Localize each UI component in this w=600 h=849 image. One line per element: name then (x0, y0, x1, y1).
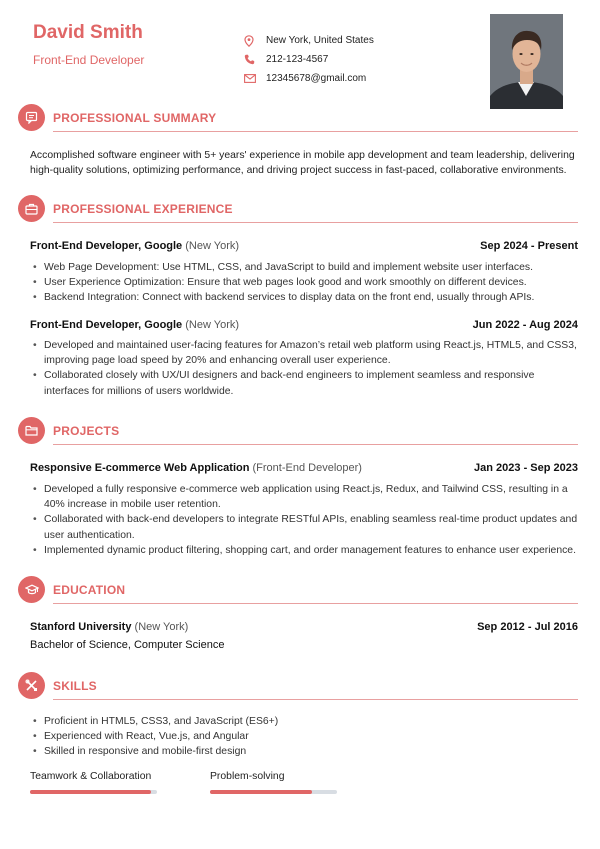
phone-text: 212-123-4567 (266, 54, 329, 65)
location-text: New York, United States (266, 35, 374, 46)
section-title: EDUCATION (53, 583, 126, 597)
skill-level-fill (30, 790, 151, 794)
list-item: • Skilled in responsive and mobile-first design (30, 744, 578, 759)
candidate-role: Front-End Developer (33, 53, 145, 67)
job-location: (New York) (185, 319, 240, 331)
skill-label: Teamwork & Collaboration (30, 771, 152, 782)
job-bullets (30, 338, 578, 399)
section-title: PROFESSIONAL SUMMARY (53, 111, 217, 125)
mail-icon (244, 74, 266, 83)
job-header (30, 319, 578, 331)
tools-icon (18, 672, 45, 699)
contact-phone (244, 50, 374, 69)
job-bullets (30, 260, 578, 306)
section-divider (53, 444, 578, 445)
summary-line: Accomplished software engineer with 5+ years' experience in mobile app development and team leadership, delivering (30, 150, 575, 161)
section-divider (53, 131, 578, 132)
list-item: • Implemented dynamic product filtering, shopping cart, and order management features to enhance user experience. (30, 543, 578, 558)
list-item: • Backend Integration: Connect with backend services to display data on the front end, usually through APIs. (30, 290, 578, 305)
section-skills-header (18, 672, 578, 702)
section-summary-header (18, 104, 578, 134)
list-item: • Proficient in HTML5, CSS3, and JavaScript (ES6+) (30, 714, 578, 729)
summary-text (30, 148, 575, 178)
list-item: • Collaborated with back-end developers to integrate RESTful APIs, enabling seamless real-time product updates and user authentication. (30, 512, 578, 542)
section-experience-header (18, 195, 578, 225)
school-name: Stanford University (30, 621, 132, 633)
section-title: PROFESSIONAL EXPERIENCE (53, 202, 233, 216)
list-item: • Developed and maintained user-facing features for Amazon’s retail web platform using React.js, HTML5, and CSS3, improving page load speed by 20% and enhancing overall user experience. (30, 338, 578, 368)
contact-list (244, 31, 374, 88)
project-dates: Jan 2023 - Sep 2023 (474, 462, 578, 474)
list-item: • Developed a fully responsive e-commerce web application using React.js, Redux, and Tailwind CSS, resulting in a 40% increase in mobile user retention. (30, 482, 578, 512)
school-location: (New York) (134, 621, 189, 633)
job-title: Front-End Developer, Google (30, 240, 183, 252)
list-item: • Collaborated closely with UX/UI designers and back-end engineers to implement seamless and responsive interfaces for millions of users worldwide. (30, 368, 578, 398)
profile-photo (490, 14, 563, 109)
section-title: SKILLS (53, 679, 97, 693)
project-header (30, 462, 578, 474)
skill-bullets (30, 714, 578, 760)
email-text: 12345678@gmail.com (266, 73, 367, 84)
section-divider (53, 699, 578, 700)
summary-line: high-quality solutions, optimizing performance, and driving project success in fast-paced, collaborative environments. (30, 165, 567, 176)
project-title: Responsive E-commerce Web Application (30, 462, 250, 474)
degree-text: Bachelor of Science, Computer Science (30, 639, 225, 651)
skill-level-bar (210, 790, 337, 794)
list-item: • Web Page Development: Use HTML, CSS, and JavaScript to build and implement website user interfaces. (30, 260, 578, 275)
briefcase-icon (18, 195, 45, 222)
section-projects-header (18, 417, 578, 447)
skill-level-bar (30, 790, 157, 794)
list-item: • User Experience Optimization: Ensure that web pages look good and work smoothly on different devices. (30, 275, 578, 290)
education-header (30, 621, 578, 633)
skill-label: Problem-solving (210, 771, 285, 782)
folder-icon (18, 417, 45, 444)
project-bullets (30, 482, 578, 558)
project-role: (Front-End Developer) (252, 462, 362, 474)
phone-icon (244, 54, 266, 65)
list-item: • Experienced with React, Vue.js, and Angular (30, 729, 578, 744)
section-education-header (18, 576, 578, 606)
graduation-cap-icon (18, 576, 45, 603)
section-title: PROJECTS (53, 424, 120, 438)
job-dates: Jun 2022 - Aug 2024 (472, 319, 578, 331)
job-title: Front-End Developer, Google (30, 319, 183, 331)
candidate-name: David Smith (33, 22, 143, 43)
section-divider (53, 603, 578, 604)
education-dates: Sep 2012 - Jul 2016 (477, 621, 578, 633)
location-pin-icon (244, 35, 266, 47)
message-icon (18, 104, 45, 131)
contact-email (244, 69, 374, 88)
skill-level-fill (210, 790, 312, 794)
job-location: (New York) (185, 240, 240, 252)
section-divider (53, 222, 578, 223)
job-dates: Sep 2024 - Present (480, 240, 578, 252)
contact-location (244, 31, 374, 50)
job-header (30, 240, 578, 252)
